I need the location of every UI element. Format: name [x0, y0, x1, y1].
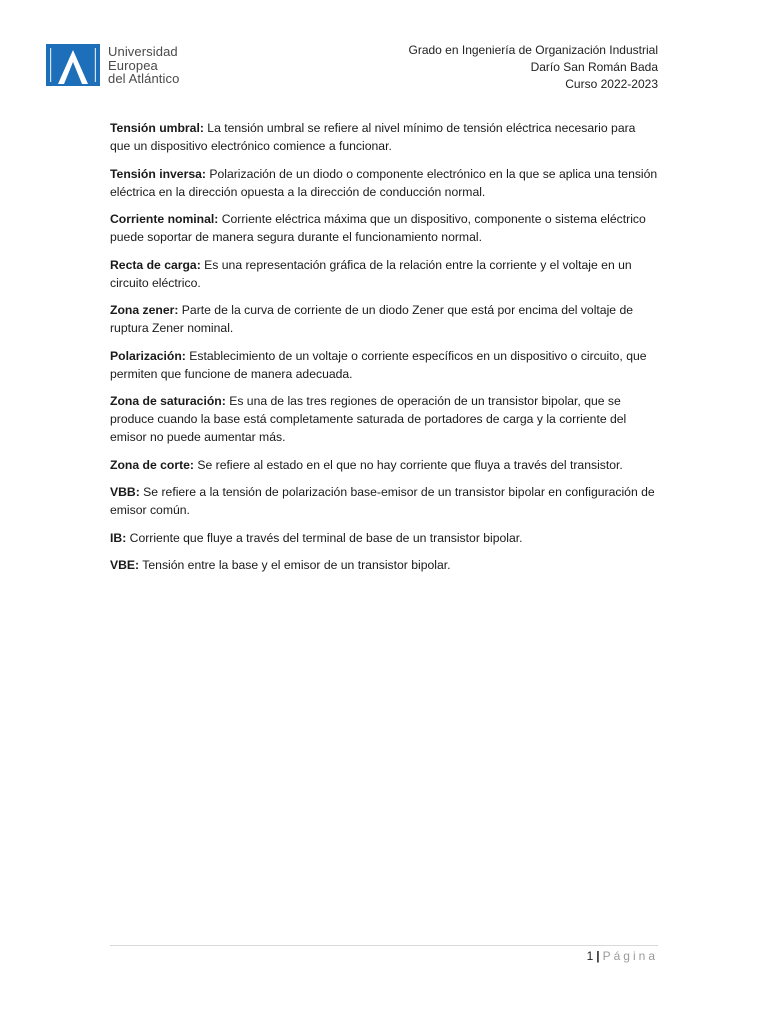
glossary-entry	[110, 301, 658, 337]
glossary-definition: Es una de las tres regiones de operación de un transistor bipolar, que se produce cuando la base está completamente saturada de portadores de carga y la corriente del emisor no puede aumentar más.	[110, 394, 627, 444]
glossary-definition: La tensión umbral se refiere al nivel mínimo de tensión eléctrica necesario para que un dispositivo electrónico comience a funcionar.	[110, 121, 636, 153]
glossary-entry	[110, 119, 658, 155]
glossary-term: Tensión inversa:	[110, 166, 206, 181]
author-name: Darío San Román Bada	[530, 60, 658, 74]
glossary-term: Zona zener:	[110, 303, 179, 317]
page-footer	[587, 947, 658, 965]
glossary-definition: Se refiere a la tensión de polarización base-emisor de un transistor bipolar en configuración de emisor común.	[110, 485, 655, 517]
glossary-definition: Corriente eléctrica máxima que un dispositivo, componente o sistema eléctrico puede soportar de manera segura durante el funcionamiento normal.	[110, 212, 646, 244]
glossary-entry	[110, 392, 658, 446]
glossary-entry	[110, 556, 658, 574]
glossary-entry	[110, 483, 658, 519]
glossary-entry	[110, 456, 658, 474]
university-name-line3: del Atlántico	[108, 71, 180, 86]
glossary-definition: Parte de la curva de corriente de un diodo Zener que está por encima del voltaje de ruptura Zener nominal.	[110, 303, 634, 335]
degree-name: Grado en Ingeniería de Organización Industrial	[408, 43, 658, 57]
glossary-entry	[110, 529, 658, 547]
glossary-term: IB:	[110, 530, 127, 545]
glossary-entry	[110, 347, 658, 383]
glossary-entry	[110, 210, 658, 246]
glossary-term: Polarización:	[110, 348, 186, 363]
glossary-definition: Polarización de un diodo o componente electrónico en la que se aplica una tensión eléctrica en la dirección opuesta a la dirección de conducción normal.	[110, 166, 658, 199]
course-year: Curso 2022-2023	[565, 77, 658, 91]
glossary-term: Zona de corte:	[110, 457, 194, 472]
glossary-term: Zona de saturación:	[110, 394, 226, 408]
glossary-term: Tensión umbral:	[110, 121, 204, 135]
glossary-definition: Es una representación gráfica de la relación entre la corriente y el voltaje en un circuito eléctrico.	[110, 257, 632, 290]
page-number: 1	[586, 949, 594, 963]
glossary-definition: Tensión entre la base y el emisor de un transistor bipolar.	[139, 558, 451, 572]
university-a-logo-icon	[46, 44, 100, 86]
glossary-definition: Establecimiento de un voltaje o corriente específicos en un dispositivo o circuito, que permiten que funcione de manera adecuada.	[110, 348, 647, 381]
university-name-line2: Europea	[108, 57, 158, 73]
glossary-entry	[110, 256, 658, 292]
glossary-entry	[110, 165, 658, 201]
glossary-term: Recta de carga:	[110, 257, 201, 272]
university-logo	[46, 44, 179, 86]
glossary-term: VBE:	[110, 558, 140, 572]
university-name-line1: Universidad	[108, 44, 178, 59]
glossary-definition: Corriente que fluye a través del terminal de base de un transistor bipolar.	[126, 530, 523, 545]
glossary-term: VBB:	[110, 485, 140, 499]
page-header	[46, 42, 658, 94]
footer-divider	[110, 945, 658, 946]
glossary-content	[110, 119, 658, 584]
glossary-definition: Se refiere al estado en el que no hay corriente que fluya a través del transistor.	[193, 457, 623, 472]
header-info	[409, 42, 659, 93]
university-name	[108, 45, 179, 86]
glossary-term: Corriente nominal:	[110, 212, 219, 226]
page-separator: |	[596, 949, 600, 963]
page-label: Página	[602, 949, 658, 963]
